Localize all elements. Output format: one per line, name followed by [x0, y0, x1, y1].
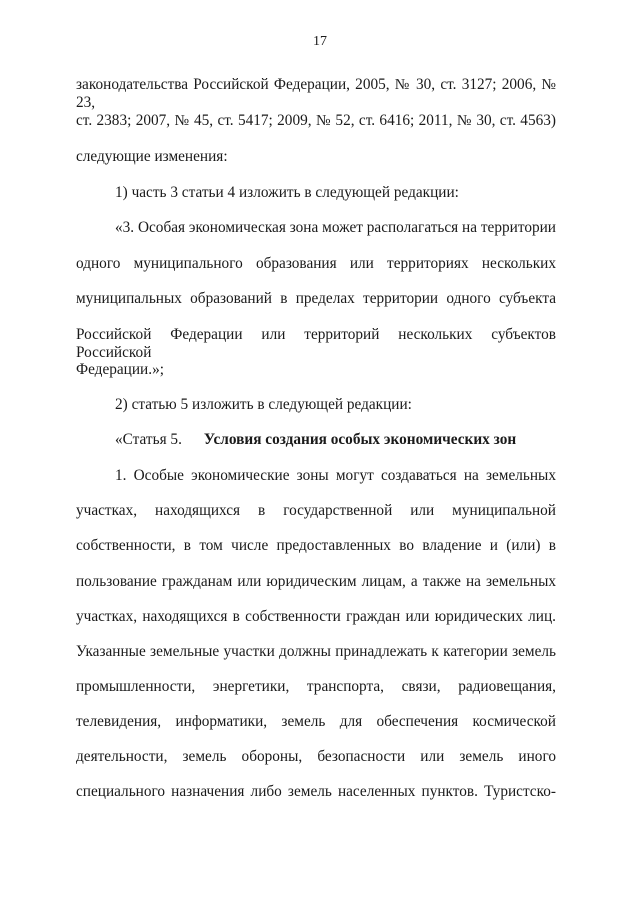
article-heading	[115, 431, 556, 449]
text-line: деятельности, земель обороны, безопасности или земель иного	[76, 748, 556, 765]
text-line: муниципальных образований в пределах территории одного субъекта	[76, 290, 556, 307]
article-title: Условия создания особых экономических зон	[203, 431, 517, 448]
article-number: «Статья 5.	[115, 431, 182, 448]
text-line: «3. Особая экономическая зона может располагаться на территории	[115, 219, 556, 236]
text-line: промышленности, энергетики, транспорта, связи, радиовещания,	[76, 678, 556, 695]
text-line: участках, находящихся в государственной или муниципальной	[76, 502, 556, 519]
text-line: 1. Особые экономические зоны могут создаваться на земельных	[115, 467, 556, 484]
text-line: участках, находящихся в собственности граждан или юридических лиц.	[76, 608, 556, 625]
text-line: ст. 2383; 2007, № 45, ст. 5417; 2009, № 52, ст. 6416; 2011, № 30, ст. 4563)	[76, 112, 556, 129]
text-line: телевидения, информатики, земель для обеспечения космической	[76, 713, 556, 730]
text-line: одного муниципального образования или территориях нескольких	[76, 255, 556, 272]
text-line: 2) статью 5 изложить в следующей редакции:	[115, 396, 412, 413]
text-line: собственности, в том числе предоставленных во владение и (или) в	[76, 537, 556, 554]
text-line: Федерации.»;	[76, 361, 164, 378]
text-line: специального назначения либо земель населенных пунктов. Туристско-	[76, 783, 556, 800]
text-line: следующие изменения:	[76, 148, 228, 165]
page-number: 17	[313, 34, 327, 49]
text-line: 1) часть 3 статьи 4 изложить в следующей редакции:	[115, 184, 459, 201]
text-line: законодательства Российской Федерации, 2005, № 30, ст. 3127; 2006, № 23,	[76, 76, 556, 111]
text-line: Указанные земельные участки должны принадлежать к категории земель	[76, 643, 556, 660]
text-line: пользование гражданам или юридическим лицам, а также на земельных	[76, 573, 556, 590]
text-line: Российской Федерации или территорий нескольких субъектов Российской	[76, 326, 556, 361]
